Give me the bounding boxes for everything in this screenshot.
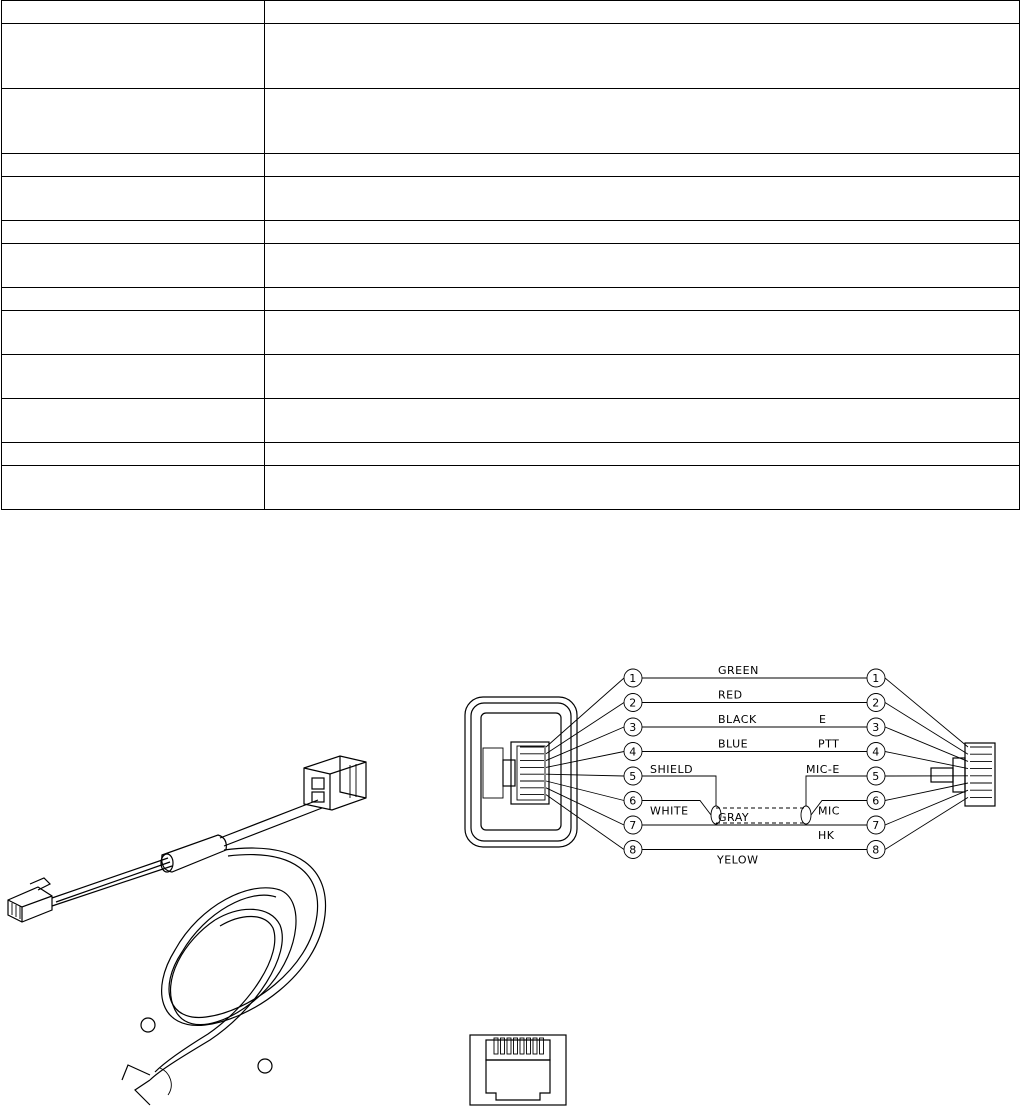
right-pin-contacts xyxy=(970,747,992,797)
spec-value-cell xyxy=(265,154,1020,177)
wire-row-2 xyxy=(546,689,968,755)
wire-row-8 xyxy=(546,795,968,867)
rj-plug-illustration xyxy=(8,878,52,922)
fan-line-left xyxy=(546,788,624,825)
fan-line-left xyxy=(546,727,624,761)
spec-value-cell xyxy=(265,355,1020,399)
pin-number: 2 xyxy=(872,697,880,710)
signal-label: MIC-E xyxy=(806,763,840,776)
wiring-diagram xyxy=(440,660,1030,900)
fan-line-left xyxy=(546,703,624,754)
pin-number: 5 xyxy=(629,770,637,783)
wire-color-label: GREEN xyxy=(718,664,759,677)
left-connector xyxy=(465,697,577,847)
spec-row xyxy=(2,466,1020,510)
pin-number: 7 xyxy=(872,819,880,832)
spec-label-cell xyxy=(2,154,265,177)
spec-label-cell xyxy=(2,1,265,24)
spec-row xyxy=(2,443,1020,466)
spec-value-cell xyxy=(265,89,1020,154)
wire-row-5 xyxy=(546,763,968,806)
wire-ends xyxy=(122,1018,272,1105)
spec-table xyxy=(1,0,1020,510)
callout-circle xyxy=(141,1018,155,1032)
pin-number: 3 xyxy=(629,721,637,734)
fan-line-right xyxy=(885,752,968,769)
spec-label-cell xyxy=(2,221,265,244)
pin-number: 5 xyxy=(872,770,880,783)
spec-value-cell xyxy=(265,244,1020,288)
wire-color-label: RED xyxy=(718,689,743,702)
pin-number: 1 xyxy=(872,672,880,685)
pin-number: 6 xyxy=(629,795,637,808)
fan-line-left xyxy=(546,752,624,768)
pin-number: 4 xyxy=(629,746,637,759)
callout-circle xyxy=(258,1059,272,1073)
wire-line xyxy=(642,776,716,806)
fan-line-right xyxy=(885,678,968,747)
signal-label: HK xyxy=(818,829,835,842)
pin-number: 6 xyxy=(872,795,880,808)
pin-number: 1 xyxy=(629,672,637,685)
pin-number: 3 xyxy=(872,721,880,734)
wire-row-1 xyxy=(546,664,968,747)
rj-jack-face xyxy=(460,1030,580,1109)
spec-table-body xyxy=(2,1,1020,510)
pin-number: 4 xyxy=(872,746,880,759)
spec-row xyxy=(2,154,1020,177)
cable-illustration xyxy=(0,740,400,1110)
fan-line-right xyxy=(885,790,968,825)
wire-color-label: BLUE xyxy=(718,738,748,751)
wire-color-label: GRAY xyxy=(718,811,749,824)
spec-label-cell xyxy=(2,288,265,311)
spec-value-cell xyxy=(265,288,1020,311)
spec-label-cell xyxy=(2,24,265,89)
spec-label-cell xyxy=(2,177,265,221)
fan-line-left xyxy=(546,781,624,801)
spec-row xyxy=(2,311,1020,355)
fan-line-left xyxy=(546,774,624,776)
signal-label: MIC xyxy=(818,805,840,818)
pin-number: 8 xyxy=(629,844,637,857)
signal-label: E xyxy=(819,713,826,726)
wire-color-label: YELOW xyxy=(716,854,758,867)
signal-label: PTT xyxy=(818,738,839,751)
wire-color-label: SHIELD xyxy=(650,763,693,776)
fan-line-right xyxy=(885,703,968,755)
pin-number: 7 xyxy=(629,819,637,832)
right-plug xyxy=(931,743,995,806)
spec-value-cell xyxy=(265,24,1020,89)
spec-row xyxy=(2,244,1020,288)
spec-row xyxy=(2,399,1020,443)
spec-value-cell xyxy=(265,1,1020,24)
spec-value-cell xyxy=(265,177,1020,221)
spec-label-cell xyxy=(2,466,265,510)
spec-label-cell xyxy=(2,355,265,399)
spec-value-cell xyxy=(265,311,1020,355)
spec-row xyxy=(2,355,1020,399)
wire-row-6 xyxy=(546,781,968,818)
wire-color-label: WHITE xyxy=(650,805,689,818)
modular-jack-box xyxy=(304,756,366,810)
spec-row xyxy=(2,89,1020,154)
wire-row-4 xyxy=(546,738,968,769)
spec-value-cell xyxy=(265,466,1020,510)
coiled-cable xyxy=(150,848,326,1080)
cable-to-jack xyxy=(220,800,322,846)
spec-row xyxy=(2,221,1020,244)
fan-line-left xyxy=(546,678,624,747)
spec-row xyxy=(2,177,1020,221)
flat-cable xyxy=(52,858,172,906)
spec-label-cell xyxy=(2,399,265,443)
spec-label-cell xyxy=(2,443,265,466)
wire-line xyxy=(806,776,867,806)
spec-value-cell xyxy=(265,399,1020,443)
spec-row xyxy=(2,24,1020,89)
pin-number: 2 xyxy=(629,697,637,710)
pin-number: 8 xyxy=(872,844,880,857)
spec-label-cell xyxy=(2,244,265,288)
fan-line-right xyxy=(885,727,968,761)
spec-value-cell xyxy=(265,443,1020,466)
fan-line-right xyxy=(885,797,968,849)
spec-label-cell xyxy=(2,89,265,154)
left-pin-contacts xyxy=(520,747,544,795)
spec-label-cell xyxy=(2,311,265,355)
spec-value-cell xyxy=(265,221,1020,244)
spec-row xyxy=(2,288,1020,311)
wire-color-label: BLACK xyxy=(718,713,757,726)
spec-row xyxy=(2,1,1020,24)
